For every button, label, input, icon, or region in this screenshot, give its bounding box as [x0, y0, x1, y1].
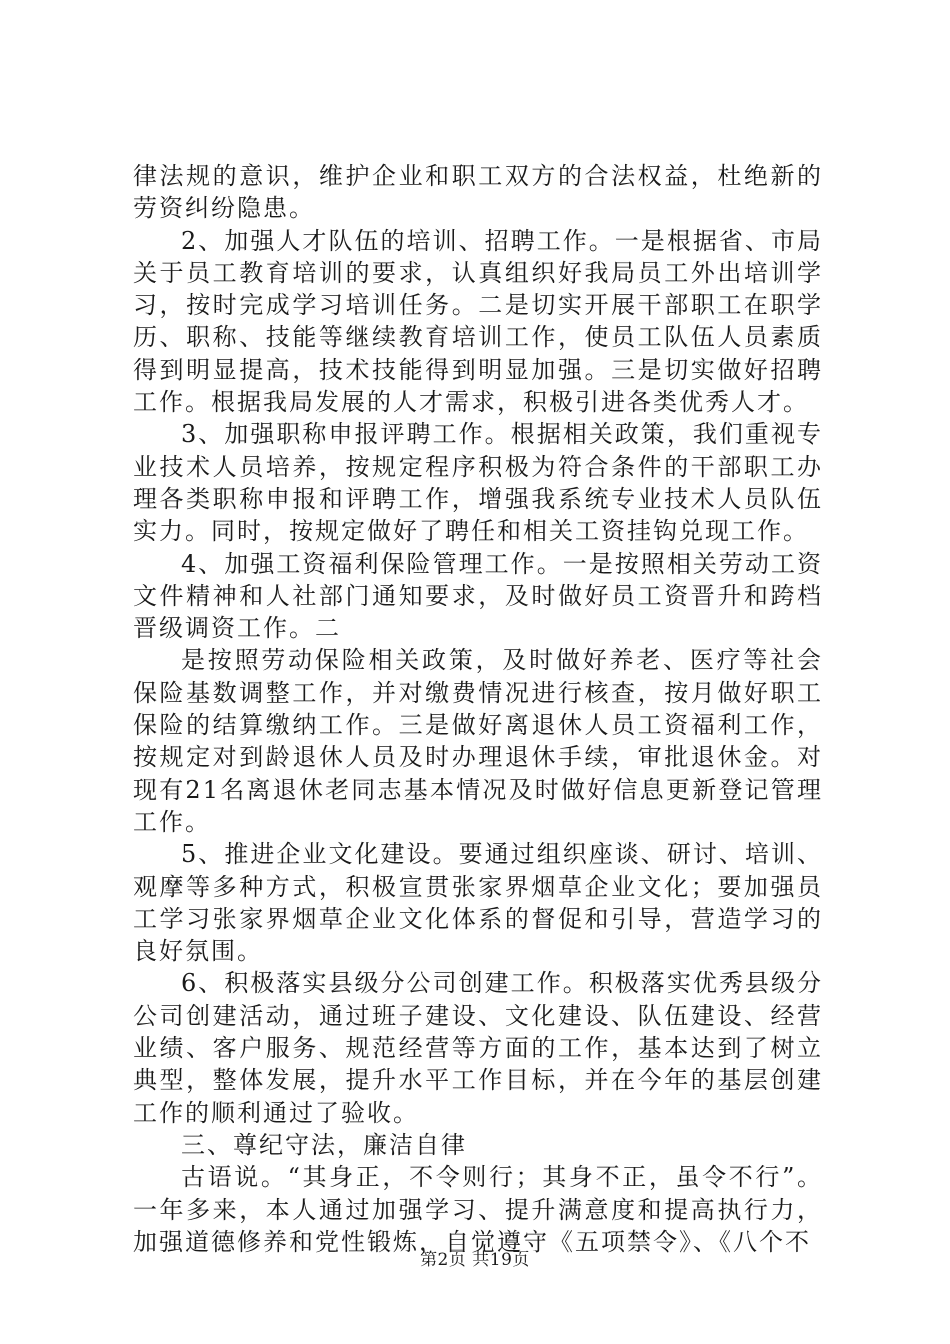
paragraph-4: 4、加强工资福利保险管理工作。一是按照相关劳动工资文件精神和人社部门通知要求，及时做好员工资晋升和跨档晋级调资工作。二	[133, 549, 823, 643]
document-body	[133, 160, 823, 1258]
paragraph-1: 律法规的意识，维护企业和职工双方的合法权益，杜绝新的劳资纠纷隐患。	[133, 162, 823, 223]
paragraph-3: 3、加强职称申报评聘工作。根据相关政策，我们重视专业技术人员培养，按规定程序积极为符合条件的干部职工办理各类职称申报和评聘工作，增强我系统专业技术人员队伍实力。同时，按规定做好了聘任和相关工资挂钩兑现工作。	[133, 420, 823, 546]
paragraph-7: 6、积极落实县级分公司创建工作。积极落实优秀县级分公司创建活动，通过班子建设、文化建设、队伍建设、经营业绩、客户服务、规范经营等方面的工作，基本达到了树立典型，整体发展，提升水平工作目标，并在今年的基层创建工作的顺利通过了验收。	[133, 969, 823, 1127]
paragraph-9: 古语说。“其身正，不令则行；其身不正，虽令不行”。一年多来，本人通过加强学习、提升满意度和提高执行力，加强道德修养和党性锻炼，自觉遵守《五项禁令》、《八个不	[133, 1163, 823, 1256]
paragraph-2: 2、加强人才队伍的培训、招聘工作。一是根据省、市局关于员工教育培训的要求，认真组织好我局员工外出培训学习，按时完成学习培训任务。二是切实开展干部职工在职学历、职称、技能等继续教育培训工作，使员工队伍人员素质得到明显提高，技术技能得到明显加强。三是切实做好招聘工作。根据我局发展的人才需求，积极引进各类优秀人才。	[133, 226, 823, 417]
section-heading: 三、尊纪守法，廉洁自律	[181, 1130, 467, 1159]
paragraph-5: 是按照劳动保险相关政策，及时做好养老、医疗等社会保险基数调整工作，并对缴费情况进行核查，按月做好职工保险的结算缴纳工作。三是做好离退休人员工资福利工作，按规定对到龄退休人员及时办理退休手续，审批退休金。对现有21名离退休老同志基本情况及时做好信息更新登记管理工作。	[133, 646, 823, 836]
page-footer: 第2页 共19页	[420, 1250, 530, 1270]
paragraph-6: 5、推进企业文化建设。要通过组织座谈、研讨、培训、观摩等多种方式，积极宣贯张家界烟草企业文化；要加强员工学习张家界烟草企业文化体系的督促和引导，营造学习的良好氛围。	[133, 840, 823, 966]
